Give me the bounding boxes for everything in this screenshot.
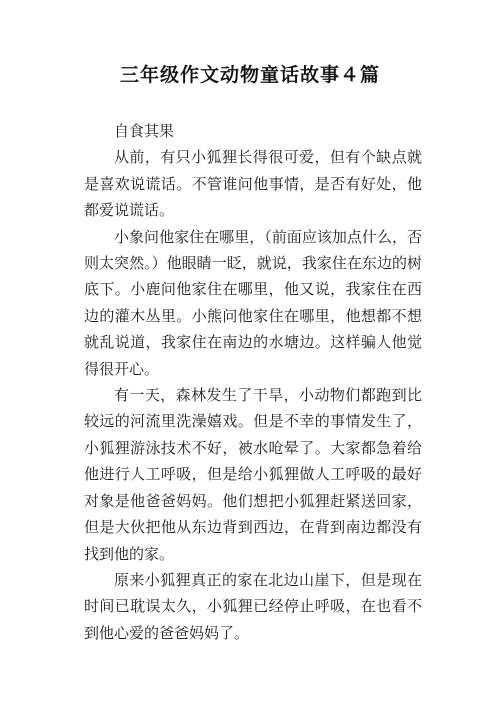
document-body	[84, 118, 422, 646]
paragraph-2: 小象问他家住在哪里，（前面应该加点什么，否则太突然。）他眼睛一眨，就说，我家住在东边的树底下。小鹿问他家住在哪里，他又说，我家住在西边的灌木丛里。小熊问他家住在哪里，他想都不想就乱说道，我家住在南边的水塘边。这样骗人他觉得很开心。	[84, 227, 422, 378]
paragraph-1: 从前，有只小狐狸长得很可爱，但有个缺点就是喜欢说谎话。不管谁问他事情，是否有好处，他都爱说谎话。	[84, 148, 422, 220]
story-title: 自食其果	[114, 122, 175, 140]
paragraph-3: 有一天，森林发生了干旱，小动物们都跑到比较远的河流里洗澡嬉戏。但是不幸的事情发生了，小狐狸游泳技术不好，被水呛晕了。大家都急着给他进行人工呼吸，但是给小狐狸做人工呼吸的最好对象是他爸爸妈妈。他们想把小狐狸赶紧送回家，但是大伙把他从东边背到西边，在背到南边都没有找到他的家。	[84, 386, 422, 563]
paragraph-4: 原来小狐狸真正的家在北边山崖下，但是现在时间已耽误太久，小狐狸已经停止呼吸，在也看不到他心爱的爸爸妈妈了。	[84, 570, 422, 642]
document-title: 三年级作文动物童话故事４篇	[119, 64, 380, 86]
